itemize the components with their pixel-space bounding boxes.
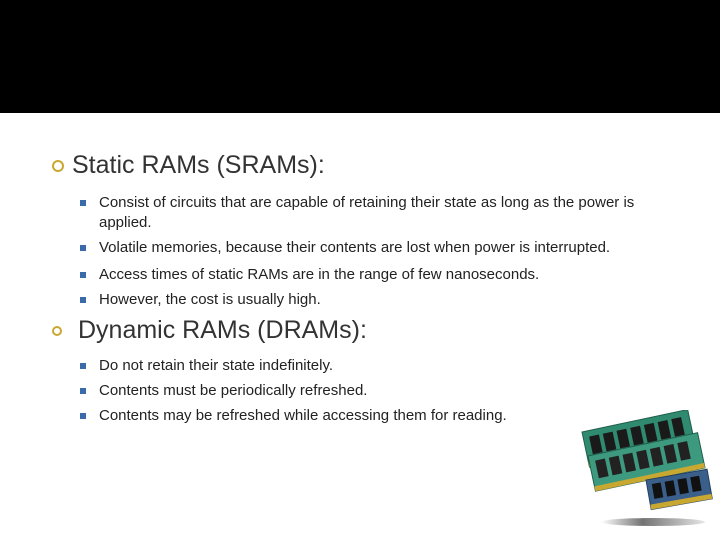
square-bullet-icon [80,297,86,303]
list-item: Consist of circuits that are capable of retaining their state as long as the power is applied. [80,193,690,233]
section-heading-sram: Static RAMs (SRAMs): [52,151,325,180]
list-item: Do not retain their state indefinitely. [80,356,690,376]
list-item: Contents must be periodically refreshed. [80,381,690,401]
slide-content [0,113,720,540]
list-item: Contents may be refreshed while accessing them for reading. [80,406,690,426]
ring-bullet-icon [52,326,62,336]
square-bullet-icon [80,413,86,419]
square-bullet-icon [80,272,86,278]
ram-modules-icon [578,410,713,530]
ring-bullet-icon [52,160,64,172]
square-bullet-icon [80,245,86,251]
square-bullet-icon [80,388,86,394]
square-bullet-icon [80,200,86,206]
list-item: Access times of static RAMs are in the range of few nanoseconds. [80,265,690,285]
section-heading-dram: Dynamic RAMs (DRAMs): [52,316,367,345]
list-item: However, the cost is usually high. [80,290,690,310]
title-band [0,0,720,113]
square-bullet-icon [80,363,86,369]
list-item: Volatile memories, because their contents are lost when power is interrupted. [80,238,690,258]
